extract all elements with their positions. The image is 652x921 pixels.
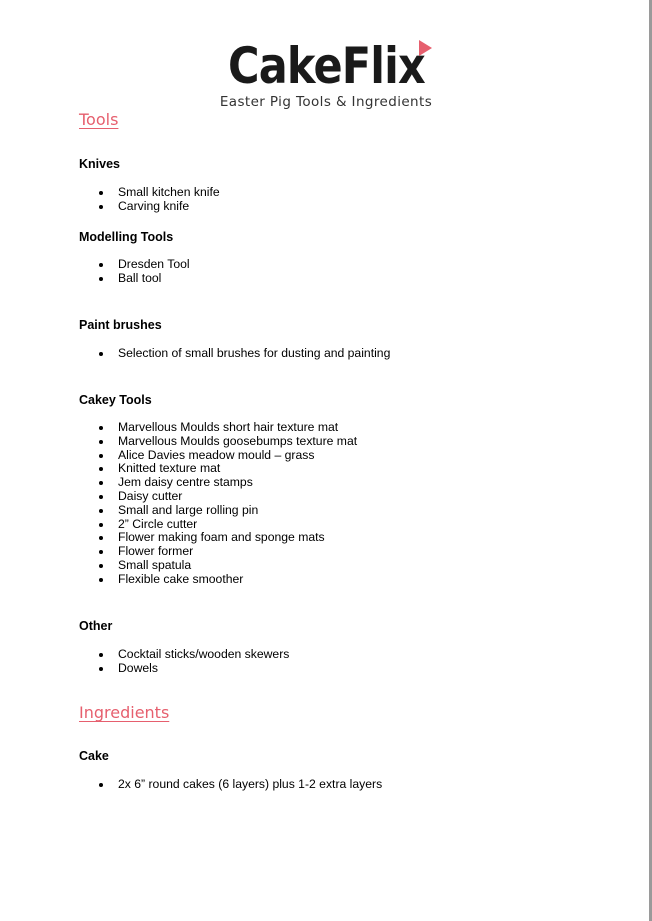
list-item: 2x 6” round cakes (6 layers) plus 1-2 extra layers (0, 778, 382, 792)
list-item: Alice Davies meadow mould – grass (0, 449, 357, 463)
list-item: Daisy cutter (0, 490, 357, 504)
group-title-other: Other (79, 619, 113, 633)
logo (0, 37, 652, 95)
list-paint-brushes (0, 347, 390, 361)
list-item: Knitted texture mat (0, 462, 357, 476)
list-other (0, 648, 289, 676)
group-title-modelling-tools: Modelling Tools (79, 230, 174, 244)
play-triangle-icon (419, 40, 432, 56)
list-item: Cocktail sticks/wooden skewers (0, 648, 289, 662)
list-item: Dresden Tool (0, 258, 190, 272)
document-subtitle: Easter Pig Tools & Ingredients (219, 94, 433, 110)
group-title-cake: Cake (79, 749, 109, 763)
list-item: Ball tool (0, 272, 190, 286)
list-item: Flower making foam and sponge mats (0, 531, 357, 545)
list-cakey-tools (0, 421, 357, 587)
logo-text: CakeFlix (227, 37, 425, 95)
list-item: Small kitchen knife (0, 186, 220, 200)
section-title-tools: Tools (79, 110, 119, 129)
list-item: Small spatula (0, 559, 357, 573)
list-item: Jem daisy centre stamps (0, 476, 357, 490)
list-item: Carving knife (0, 200, 220, 214)
group-title-cakey-tools: Cakey Tools (79, 393, 152, 407)
list-knives (0, 186, 220, 214)
list-modelling-tools (0, 258, 190, 286)
list-item: Flexible cake smoother (0, 573, 357, 587)
list-item: Selection of small brushes for dusting and painting (0, 347, 390, 361)
group-title-paint-brushes: Paint brushes (79, 318, 162, 332)
list-item: Marvellous Moulds short hair texture mat (0, 421, 357, 435)
list-item: Flower former (0, 545, 357, 559)
list-item: Small and large rolling pin (0, 504, 357, 518)
section-title-ingredients: Ingredients (79, 703, 170, 722)
list-item: 2” Circle cutter (0, 518, 357, 532)
group-title-knives: Knives (79, 157, 120, 171)
list-cake (0, 778, 382, 792)
list-item: Dowels (0, 662, 289, 676)
list-item: Marvellous Moulds goosebumps texture mat (0, 435, 357, 449)
